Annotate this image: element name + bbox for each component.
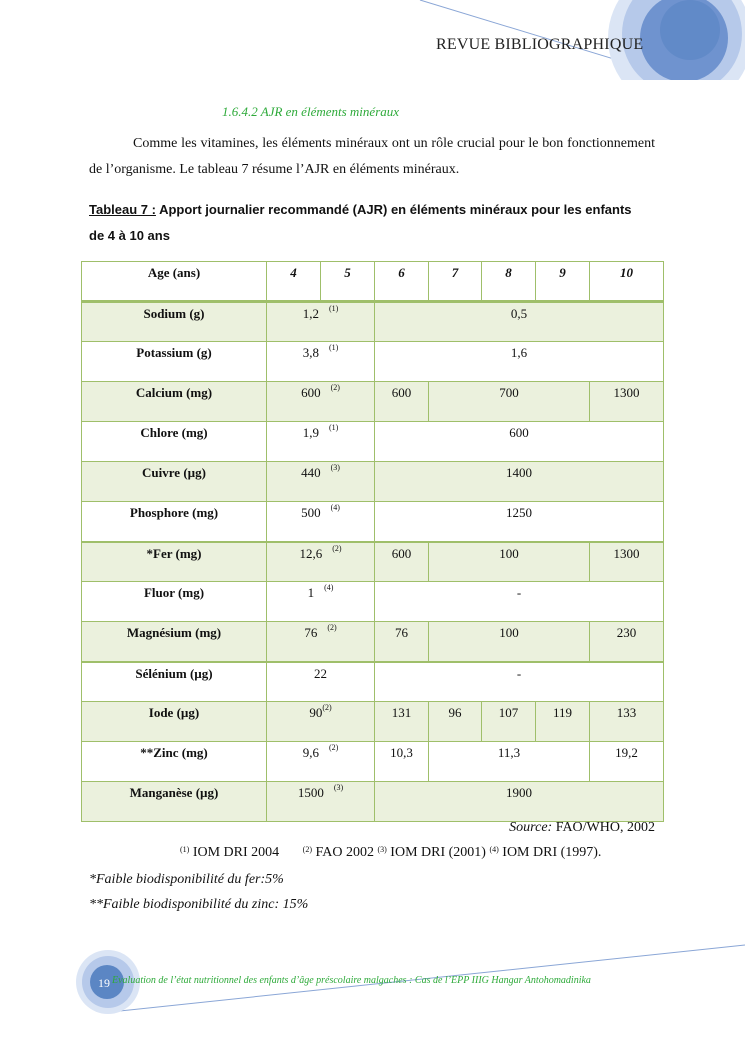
cell-value: - bbox=[375, 582, 664, 622]
row-label: Chlore (mg) bbox=[82, 422, 267, 462]
cell-value: 600 bbox=[375, 422, 664, 462]
table-row bbox=[82, 742, 664, 782]
cell-value: 0,5 bbox=[375, 302, 664, 342]
cell-value: 1250 bbox=[375, 502, 664, 542]
section-heading: 1.6.4.2 AJR en éléments minéraux bbox=[222, 104, 400, 119]
cell-value: 1,2 $^{(1)}$ bbox=[267, 302, 375, 342]
cell-value: 100 bbox=[429, 542, 590, 582]
page-number: 19 bbox=[98, 976, 110, 990]
header-age-4: 4 bbox=[267, 262, 321, 302]
cell-value: 1,6 bbox=[375, 342, 664, 382]
table-row bbox=[82, 422, 664, 462]
table-row bbox=[82, 702, 664, 742]
cell-value: 600 bbox=[375, 542, 429, 582]
ajr-minerals-table bbox=[81, 261, 664, 822]
table-row bbox=[82, 662, 664, 702]
note-zinc: **Faible biodisponibilité du zinc: 15% bbox=[89, 897, 309, 912]
row-label: **Zinc (mg) bbox=[82, 742, 267, 782]
table-row bbox=[82, 302, 664, 342]
cell-value: 1,9 $^{(1)}$ bbox=[267, 422, 375, 462]
note-iron: *Faible biodisponibilité du fer:5% bbox=[89, 872, 284, 887]
cell-value: 440 $^{(3)}$ bbox=[267, 462, 375, 502]
cell-value: 19,2 bbox=[590, 742, 664, 782]
table-header-row bbox=[82, 262, 664, 302]
cell-value: 1500 $^{(3)}$ bbox=[267, 782, 375, 822]
header-title: REVUE BIBLIOGRAPHIQUE bbox=[436, 36, 644, 53]
cell-value: 9,6 $^{(2)}$ bbox=[267, 742, 375, 782]
header-age-10: 10 bbox=[590, 262, 664, 302]
cell-value: 1300 bbox=[590, 542, 664, 582]
footer-text: Evaluation de l’état nutritionnel des enfants d’âge préscolaire malgaches : Cas de l’EPP IIIG Hangar Antohomadinika bbox=[112, 975, 591, 986]
table-row bbox=[82, 582, 664, 622]
row-label: Sodium (g) bbox=[82, 302, 267, 342]
cell-value: 3,8 $^{(1)}$ bbox=[267, 342, 375, 382]
table-row bbox=[82, 782, 664, 822]
table-row bbox=[82, 342, 664, 382]
table-caption-label: Tableau 7 : bbox=[89, 202, 156, 217]
cell-value: 700 bbox=[429, 382, 590, 422]
cell-value: 600 bbox=[375, 382, 429, 422]
table-row bbox=[82, 462, 664, 502]
header-age-9: 9 bbox=[536, 262, 590, 302]
cell-value: 96 bbox=[429, 702, 482, 742]
reference-number: (2) bbox=[302, 845, 312, 854]
table-row bbox=[82, 622, 664, 662]
intro-paragraph bbox=[89, 131, 655, 183]
reference-text: IOM DRI (2001) bbox=[386, 845, 486, 860]
header-age: Age (ans) bbox=[82, 262, 267, 302]
reference-text: FAO 2002 bbox=[312, 845, 374, 860]
cell-value: 1300 bbox=[590, 382, 664, 422]
row-label: *Fer (mg) bbox=[82, 542, 267, 582]
cell-value: 10,3 bbox=[375, 742, 429, 782]
row-label: Iode (µg) bbox=[82, 702, 267, 742]
reference-number: (3) bbox=[377, 845, 387, 854]
intro-text: Comme les vitamines, les éléments minéraux ont un rôle crucial pour le bon fonctionnement de l’organisme. Le tableau 7 résume l’AJR en éléments minéraux. bbox=[89, 136, 655, 177]
reference-text: IOM DRI 2004 bbox=[189, 845, 280, 860]
cell-value: 1400 bbox=[375, 462, 664, 502]
source-label: Source: bbox=[509, 820, 553, 835]
table-caption-text: Apport journalier recommandé (AJR) en éléments minéraux pour les enfants de 4 à 10 ans bbox=[89, 202, 632, 243]
row-label: Potassium (g) bbox=[82, 342, 267, 382]
cell-value: 1 $^{(4)}$ bbox=[267, 582, 375, 622]
cell-value: - bbox=[375, 662, 664, 702]
row-label: Fluor (mg) bbox=[82, 582, 267, 622]
row-label: Sélénium (µg) bbox=[82, 662, 267, 702]
header-age-5: 5 bbox=[321, 262, 375, 302]
cell-value: 230 bbox=[590, 622, 664, 662]
references-line bbox=[180, 845, 601, 861]
table-caption bbox=[89, 197, 649, 249]
reference-text: IOM DRI (1997). bbox=[498, 845, 602, 860]
cell-value: 1900 bbox=[375, 782, 664, 822]
table-row bbox=[82, 542, 664, 582]
row-label: Cuivre (µg) bbox=[82, 462, 267, 502]
cell-value: 12,6 $^{(2)}$ bbox=[267, 542, 375, 582]
cell-value: 131 bbox=[375, 702, 429, 742]
cell-value: 100 bbox=[429, 622, 590, 662]
header-age-8: 8 bbox=[482, 262, 536, 302]
reference-number: (4) bbox=[489, 845, 499, 854]
cell-value: 22 bbox=[267, 662, 375, 702]
table-source bbox=[509, 820, 655, 836]
table-row bbox=[82, 502, 664, 542]
header-age-7: 7 bbox=[429, 262, 482, 302]
source-text: FAO/WHO, 2002 bbox=[552, 820, 655, 835]
row-label: Magnésium (mg) bbox=[82, 622, 267, 662]
cell-value: 107 bbox=[482, 702, 536, 742]
cell-value: 500 $^{(4)}$ bbox=[267, 502, 375, 542]
row-label: Phosphore (mg) bbox=[82, 502, 267, 542]
row-label: Calcium (mg) bbox=[82, 382, 267, 422]
cell-value: 11,3 bbox=[429, 742, 590, 782]
cell-value: 133 bbox=[590, 702, 664, 742]
cell-value: 76 $^{(2)}$ bbox=[267, 622, 375, 662]
cell-value: 90$^{(2)}$ bbox=[267, 702, 375, 742]
cell-value: 119 bbox=[536, 702, 590, 742]
cell-value: 76 bbox=[375, 622, 429, 662]
header-age-6: 6 bbox=[375, 262, 429, 302]
table-row bbox=[82, 382, 664, 422]
row-label: Manganèse (µg) bbox=[82, 782, 267, 822]
reference-number: (1) bbox=[180, 845, 190, 854]
cell-value: 600 $^{(2)}$ bbox=[267, 382, 375, 422]
